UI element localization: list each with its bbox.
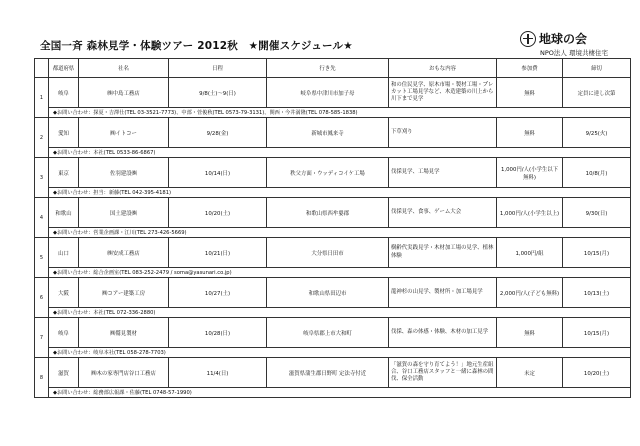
cell-company: ㈱木の家専門店谷口工務店 [79,358,169,388]
cell-fee: 1,000円/人(小学生以下無料) [497,158,563,188]
cell-pref: 大阪 [49,278,79,308]
cell-content: 龍神杉の山見学、製材所・加工場見学 [389,278,497,308]
cell-deadline: 定員に達し次第 [563,78,631,108]
cell-place: 岐阜県中津川市加子母 [267,78,389,108]
cell-company: ㈱コアー建築工房 [79,278,169,308]
col-header-fee: 参加費 [497,59,563,78]
cell-fee: 無料 [497,78,563,108]
cell-deadline: 9/30(日) [563,198,631,228]
row-number: 1 [35,78,49,118]
table-row [35,158,631,188]
row-number: 3 [35,158,49,198]
cell-deadline: 10/13(土) [563,278,631,308]
cell-place: 新城市鳳来寺 [267,118,389,148]
cell-pref: 滋賀 [49,358,79,388]
table-row [35,198,631,228]
cell-deadline: 9/25(火) [563,118,631,148]
table-header-row [35,59,631,78]
cell-pref: 愛知 [49,118,79,148]
cell-place: 大分県日田市 [267,238,389,268]
col-header-content: おもな内容 [389,59,497,78]
contact-info: ◆お問い合わせ：総合企画室(TEL 083-252-2479 / soma@yasunari.co.jp) [49,268,631,278]
cell-date: 9/28(金) [169,118,267,148]
cell-deadline: 10/15(月) [563,318,631,348]
cell-company: ㈱中島工務店 [79,78,169,108]
cell-deadline: 10/15(月) [563,238,631,268]
cell-fee: 1,000円/組 [497,238,563,268]
cell-pref: 岐阜 [49,318,79,348]
cell-company: ㈱安成工務店 [79,238,169,268]
globe-icon [520,31,536,47]
table-row [35,238,631,268]
cell-date: 10/28(日) [169,318,267,348]
col-header-company: 社名 [79,59,169,78]
schedule-table [34,58,631,398]
cell-content: 伐採見学、食事、ゲーム大会 [389,198,497,228]
cell-fee: 無料 [497,118,563,148]
contact-row [35,188,631,198]
cell-place: 和歌山県西牟婁郡 [267,198,389,228]
table-row [35,358,631,388]
cell-content: 下草刈り [389,118,497,148]
cell-content: 伐採、森の体感・体験、木材の加工見学 [389,318,497,348]
col-header-date: 日程 [169,59,267,78]
contact-info: ◆お問い合わせ：担当：新藤(TEL 042-395-4181) [49,188,631,198]
contact-info: ◆お問い合わせ：総務部広報課・佐藤(TEL 0748-57-1990) [49,388,631,398]
cell-company: 国土建設㈱ [79,198,169,228]
contact-row [35,348,631,358]
cell-company: ㈱鷲見製材 [79,318,169,348]
contact-info: ◆お問い合わせ：本社(TEL 0533-86-6867) [49,148,631,158]
col-header-pref: 都道府県 [49,59,79,78]
cell-fee: 未定 [497,358,563,388]
cell-place: 和歌山県田辺市 [267,278,389,308]
cell-date: 10/21(日) [169,238,267,268]
org-logo [520,30,630,57]
cell-content: 伐採見学、工場見学 [389,158,497,188]
row-number: 8 [35,358,49,398]
cell-deadline: 10/8(月) [563,158,631,188]
contact-row [35,228,631,238]
cell-date: 11/4(日) [169,358,267,388]
cell-pref: 山口 [49,238,79,268]
cell-pref: 岐阜 [49,78,79,108]
contact-row [35,108,631,118]
row-number: 5 [35,238,49,278]
cell-company: ㈱イトコー [79,118,169,148]
cell-content: 「滋賀の森を守り育てよう！」地元生産組合、谷口工務店スタッフと一緒に森林の間伐、保全活動 [389,358,497,388]
cell-date: 9/8(土)～9(日) [169,78,267,108]
cell-fee: 2,000円/人(子ども無料) [497,278,563,308]
cell-pref: 和歌山 [49,198,79,228]
cell-company: 佐羽建設㈱ [79,158,169,188]
table-row [35,318,631,348]
cell-pref: 東京 [49,158,79,188]
table-row [35,118,631,148]
col-header-deadline: 締切 [563,59,631,78]
logo-subtitle: NPO法人 環境共棲住宅 [540,49,608,57]
cell-fee: 1,000円/人(小学生以上) [497,198,563,228]
contact-row [35,388,631,398]
contact-info: ◆お問い合わせ：営業企画課・江川(TEL 273-426-5669) [49,228,631,238]
cell-date: 10/14(日) [169,158,267,188]
row-number: 6 [35,278,49,318]
contact-row [35,268,631,278]
cell-date: 10/20(土) [169,198,267,228]
col-header-place: 行き先 [267,59,389,78]
contact-info: ◆お問い合わせ：岐阜本社(TEL 058-278-7703) [49,348,631,358]
cell-content: 和の住民見学、原木市場・製材工場・プレカット工場見学など、木造建築の川上から川下まで見学 [389,78,497,108]
cell-deadline: 10/20(土) [563,358,631,388]
cell-place: 岐阜県郡上市大和町 [267,318,389,348]
logo-name: 地球の会 [539,32,588,46]
row-number: 2 [35,118,49,158]
cell-fee: 無料 [497,318,563,348]
row-number: 7 [35,318,49,358]
table-row [35,278,631,308]
cell-place: 滋賀県蒲生郡日野町 定法寺付近 [267,358,389,388]
table-row [35,78,631,108]
cell-date: 10/27(土) [169,278,267,308]
cell-place: 秩父方面・ウッディコイケ工場 [267,158,389,188]
contact-row [35,308,631,318]
row-number: 4 [35,198,49,238]
page-title: 全国一斉 森林見学・体験ツアー 2012秋 ★開催スケジュール★ [40,40,353,52]
contact-row [35,148,631,158]
cell-content: 樹齢代実践見学・木材加工場の見学、植林体験 [389,238,497,268]
contact-info: ◆お問い合わせ：探夏・吉澤仕(TEL 03-3521-7773)、中部・菅俊秋(TEL 0573-79-3131)、関西・今井満隆(TEL 078-585-1838) [49,108,631,118]
contact-info: ◆お問い合わせ：本社(TEL 072-336-2880) [49,308,631,318]
